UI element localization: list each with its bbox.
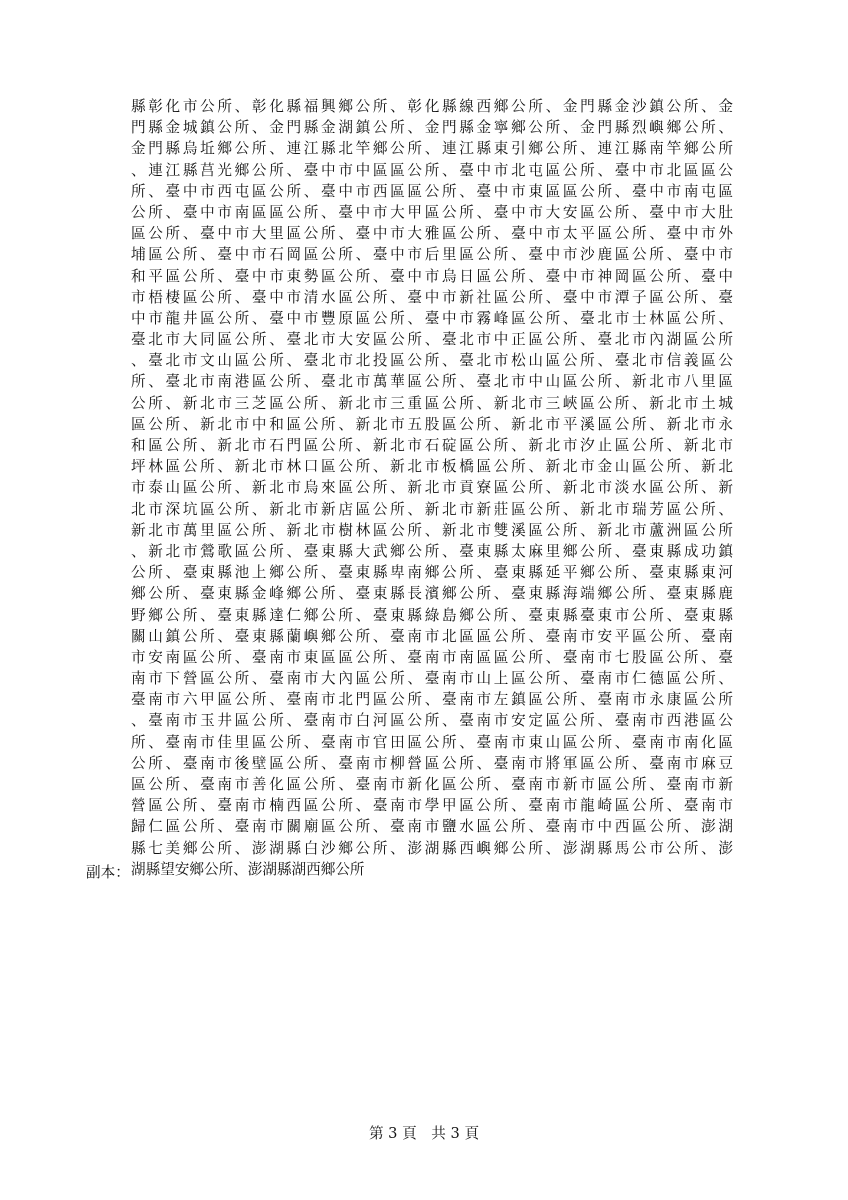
recipient-line: 鄉公所、臺東縣金峰鄉公所、臺東縣長濱鄉公所、臺東縣海端鄉公所、臺東縣鹿 bbox=[131, 585, 733, 603]
recipient-line: 門縣金城鎮公所、金門縣金湖鎮公所、金門縣金寧鄉公所、金門縣烈嶼鄉公所、 bbox=[131, 119, 733, 137]
recipient-line: 區公所、新北市中和區公所、新北市五股區公所、新北市平溪區公所、新北市永 bbox=[131, 415, 733, 433]
recipient-line: 公所、臺中市南區區公所、臺中市大甲區公所、臺中市大安區公所、臺中市大肚 bbox=[131, 203, 733, 221]
recipient-line: 、連江縣莒光鄉公所、臺中市中區區公所、臺中市北屯區公所、臺中市北區區公 bbox=[131, 161, 733, 179]
cc-label: 副本： bbox=[86, 864, 130, 881]
recipient-line: 新北市萬里區公所、新北市樹林區公所、新北市雙溪區公所、新北市蘆洲區公所 bbox=[131, 521, 733, 539]
page-number-footer: 第 3 頁 共 3 頁 bbox=[368, 1125, 480, 1142]
recipient-line: 金門縣烏坵鄉公所、連江縣北竿鄉公所、連江縣東引鄉公所、連江縣南竿鄉公所 bbox=[131, 140, 733, 158]
recipient-line: 區公所、臺南市善化區公所、臺南市新化區公所、臺南市新市區公所、臺南市新 bbox=[131, 776, 733, 793]
recipient-line: 營區公所、臺南市楠西區公所、臺南市學甲區公所、臺南市龍崎區公所、臺南市 bbox=[131, 797, 733, 815]
recipient-line: 南市下營區公所、臺南市大內區公所、臺南市山上區公所、臺南市仁德區公所、 bbox=[131, 670, 733, 688]
recipient-line: 、新北市鶯歌區公所、臺東縣大武鄉公所、臺東縣太麻里鄉公所、臺東縣成功鎮 bbox=[131, 542, 733, 560]
recipient-line: 公所、臺東縣池上鄉公所、臺東縣卑南鄉公所、臺東縣延平鄉公所、臺東縣東河 bbox=[131, 564, 733, 582]
recipient-line: 所、臺南市佳里區公所、臺南市官田區公所、臺南市東山區公所、臺南市南化區 bbox=[131, 733, 733, 751]
recipient-line: 和平區公所、臺中市東勢區公所、臺中市烏日區公所、臺中市神岡區公所、臺中 bbox=[131, 267, 733, 285]
recipient-line: 野鄉公所、臺東縣達仁鄉公所、臺東縣綠島鄉公所、臺東縣臺東市公所、臺東縣 bbox=[131, 606, 733, 624]
recipient-line: 臺北市大同區公所、臺北市大安區公所、臺北市中正區公所、臺北市內湖區公所 bbox=[131, 331, 733, 349]
recipient-line: 所、臺北市南港區公所、臺北市萬華區公所、臺北市中山區公所、新北市八里區 bbox=[131, 373, 733, 391]
recipient-line: 歸仁區公所、臺南市關廟區公所、臺南市鹽水區公所、臺南市中西區公所、澎湖 bbox=[131, 818, 733, 836]
recipient-line: 公所、新北市三芝區公所、新北市三重區公所、新北市三峽區公所、新北市土城 bbox=[131, 394, 733, 412]
recipient-line: 關山鎮公所、臺東縣蘭嶼鄉公所、臺南市北區區公所、臺南市安平區公所、臺南 bbox=[131, 627, 733, 645]
recipient-list bbox=[131, 96, 733, 880]
recipient-line: 和區公所、新北市石門區公所、新北市石碇區公所、新北市汐止區公所、新北市 bbox=[131, 437, 733, 454]
recipient-line: 埔區公所、臺中市石岡區公所、臺中市后里區公所、臺中市沙鹿區公所、臺中市 bbox=[131, 246, 733, 264]
recipient-line: 所、臺中市西屯區公所、臺中市西區區公所、臺中市東區區公所、臺中市南屯區 bbox=[131, 182, 733, 200]
recipient-line: 縣彰化市公所、彰化縣福興鄉公所、彰化縣線西鄉公所、金門縣金沙鎮公所、金 bbox=[131, 98, 733, 115]
recipient-line: 坪林區公所、新北市林口區公所、新北市板橋區公所、新北市金山區公所、新北 bbox=[131, 458, 733, 476]
recipient-line: 市泰山區公所、新北市烏來區公所、新北市貢寮區公所、新北市淡水區公所、新 bbox=[131, 479, 733, 497]
recipient-line: 區公所、臺中市大里區公所、臺中市大雅區公所、臺中市太平區公所、臺中市外 bbox=[131, 225, 733, 243]
recipient-line: 中市龍井區公所、臺中市豐原區公所、臺中市霧峰區公所、臺北市士林區公所、 bbox=[131, 309, 733, 327]
recipient-line: 市安南區公所、臺南市東區區公所、臺南市南區區公所、臺南市七股區公所、臺 bbox=[131, 648, 733, 666]
recipient-line: 北市深坑區公所、新北市新店區公所、新北市新莊區公所、新北市瑞芳區公所、 bbox=[131, 500, 733, 518]
recipient-line: 臺南市六甲區公所、臺南市北門區公所、臺南市左鎮區公所、臺南市永康區公所 bbox=[131, 691, 733, 709]
recipient-line: 市梧棲區公所、臺中市清水區公所、臺中市新社區公所、臺中市潭子區公所、臺 bbox=[131, 288, 733, 306]
recipient-line: 縣七美鄉公所、澎湖縣白沙鄉公所、澎湖縣西嶼鄉公所、澎湖縣馬公市公所、澎 bbox=[131, 839, 733, 857]
recipient-line: 湖縣望安鄉公所、澎湖縣湖西鄉公所 bbox=[131, 860, 365, 878]
recipient-line: 、臺北市文山區公所、臺北市北投區公所、臺北市松山區公所、臺北市信義區公 bbox=[131, 352, 733, 370]
recipient-line: 公所、臺南市後壁區公所、臺南市柳營區公所、臺南市將軍區公所、臺南市麻豆 bbox=[131, 754, 733, 772]
recipient-line: 、臺南市玉井區公所、臺南市白河區公所、臺南市安定區公所、臺南市西港區公 bbox=[131, 712, 733, 730]
